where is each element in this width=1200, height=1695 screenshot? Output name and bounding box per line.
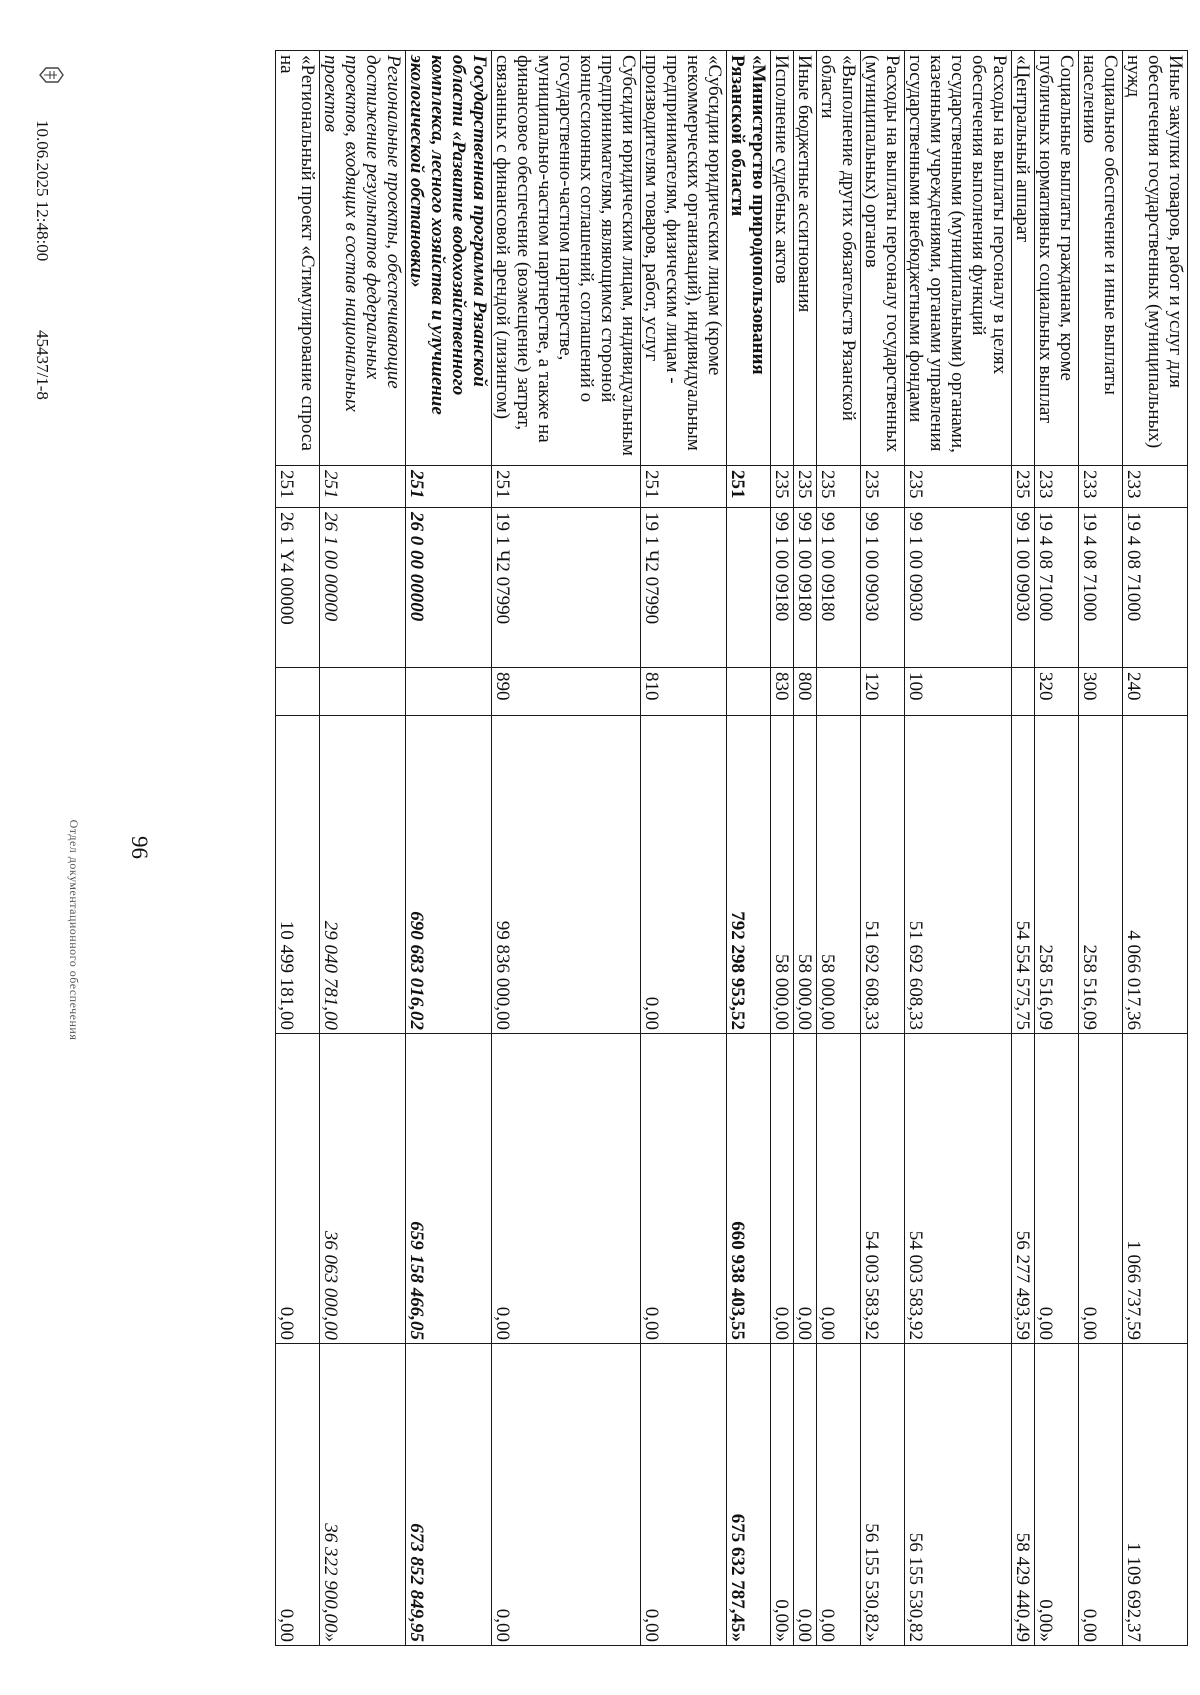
department-stamp: Отдел документационного обеспечения xyxy=(67,819,81,1041)
grbs-code: 233 xyxy=(1123,466,1188,508)
csr-code: 19 4 08 71000 xyxy=(1123,508,1188,668)
csr-code: 99 1 00 09180 xyxy=(817,508,861,668)
amount-2026: 0,00 xyxy=(1079,1034,1123,1344)
vr-code xyxy=(727,668,771,716)
csr-code: 99 1 00 09030 xyxy=(1012,508,1035,668)
amount-2027: 56 155 530,82» xyxy=(861,1344,905,1646)
amount-2025: 0,00 xyxy=(641,716,727,1034)
row-name: Социальное обеспечение и иные выплаты населению xyxy=(1079,51,1123,466)
csr-code: 26 0 00 00000 xyxy=(406,508,492,668)
amount-2026: 0,00 xyxy=(771,1034,794,1344)
amount-2026: 54 003 583,92 xyxy=(905,1034,1012,1344)
amount-2026: 54 003 583,92 xyxy=(861,1034,905,1344)
amount-2025: 258 516,09 xyxy=(1079,716,1123,1034)
table-row xyxy=(1123,51,1188,1646)
table-row xyxy=(861,51,905,1646)
grbs-code: 235 xyxy=(1012,466,1035,508)
vr-code: 830 xyxy=(771,668,794,716)
vr-code xyxy=(1012,668,1035,716)
csr-code: 99 1 00 09180 xyxy=(771,508,794,668)
budget-table xyxy=(275,50,1188,1646)
amount-2025: 58 000,00 xyxy=(817,716,861,1034)
table-row xyxy=(1079,51,1123,1646)
amount-2027: 56 155 530,82 xyxy=(905,1344,1012,1646)
footer-doc-number: 45437/1-8 xyxy=(33,330,52,400)
amount-2025: 29 040 781,00 xyxy=(320,716,406,1034)
vr-code xyxy=(817,668,861,716)
amount-2027: 36 322 900,00» xyxy=(320,1344,406,1646)
grbs-code: 233 xyxy=(1035,466,1079,508)
row-name: Региональные проекты, обеспечивающие достижение результатов федеральных проектов, входящих в состав национальных проектов xyxy=(320,51,406,466)
table-row xyxy=(406,51,492,1646)
amount-2027: 1 109 692,37 xyxy=(1123,1344,1188,1646)
amount-2025: 690 683 016,02 xyxy=(406,716,492,1034)
grbs-code: 251 xyxy=(406,466,492,508)
amount-2027: 0,00 xyxy=(1079,1344,1123,1646)
grbs-code: 235 xyxy=(794,466,817,508)
amount-2025: 58 000,00 xyxy=(771,716,794,1034)
amount-2026: 1 066 737,59 xyxy=(1123,1034,1188,1344)
table-row xyxy=(1012,51,1035,1646)
amount-2025: 51 692 608,33 xyxy=(861,716,905,1034)
table-row xyxy=(492,51,641,1646)
vr-code: 240 xyxy=(1123,668,1188,716)
amount-2025: 10 499 181,00 xyxy=(276,716,320,1034)
amount-2025: 792 298 953,52 xyxy=(727,716,771,1034)
amount-2027: 0,00 xyxy=(641,1344,727,1646)
amount-2026: 36 063 000,00 xyxy=(320,1034,406,1344)
grbs-code: 251 xyxy=(276,466,320,508)
row-name: Исполнение судебных актов xyxy=(771,51,794,466)
amount-2027: 675 632 787,45» xyxy=(727,1344,771,1646)
vr-code xyxy=(406,668,492,716)
table-row xyxy=(276,51,320,1646)
amount-2027: 673 852 849,95 xyxy=(406,1344,492,1646)
table-row xyxy=(320,51,406,1646)
footer-datetime: 10.06.2025 12:48:00 xyxy=(33,120,52,262)
csr-code: 19 1 Ч2 07990 xyxy=(492,508,641,668)
vr-code: 320 xyxy=(1035,668,1079,716)
vr-code: 810 xyxy=(641,668,727,716)
csr-code: 19 1 Ч2 07990 xyxy=(641,508,727,668)
table-row xyxy=(771,51,794,1646)
amount-2026: 0,00 xyxy=(492,1034,641,1344)
table-row xyxy=(641,51,727,1646)
vr-code: 300 xyxy=(1079,668,1123,716)
amount-2025: 258 516,09 xyxy=(1035,716,1079,1034)
vr-code: 890 xyxy=(492,668,641,716)
amount-2026: 0,00 xyxy=(1035,1034,1079,1344)
row-name: Субсидии юридическим лицам, индивидуальным предпринимателям, являющимся стороной концессионных соглашений, соглашений о государственно-частном партнерстве, муниципально-частном партнерстве, а также на финансовое обеспечение (возмещение) затрат, связанных с финансовой арендой (лизингом) xyxy=(492,51,641,466)
page-number: 96 xyxy=(127,836,152,859)
amount-2027: 58 429 440,49 xyxy=(1012,1344,1035,1646)
csr-code: 99 1 00 09030 xyxy=(861,508,905,668)
grbs-code: 235 xyxy=(905,466,1012,508)
grbs-code: 235 xyxy=(771,466,794,508)
csr-code: 26 1 00 00000 xyxy=(320,508,406,668)
amount-2027: 0,00 xyxy=(276,1344,320,1646)
row-name: «Выполнение других обязательств Рязанской области xyxy=(817,51,861,466)
grbs-code: 233 xyxy=(1079,466,1123,508)
amount-2026: 0,00 xyxy=(817,1034,861,1344)
row-name: «Министерство природопользования Рязанской области xyxy=(727,51,771,466)
csr-code: 19 4 08 71000 xyxy=(1079,508,1123,668)
grbs-code: 251 xyxy=(727,466,771,508)
csr-code: 99 1 00 09180 xyxy=(794,508,817,668)
emblem-icon xyxy=(36,60,66,90)
amount-2025: 58 000,00 xyxy=(794,716,817,1034)
table-row xyxy=(1035,51,1079,1646)
row-name: «Региональный проект «Стимулирование спроса на xyxy=(276,51,320,466)
row-name: Расходы на выплаты персоналу государственных (муниципальных) органов xyxy=(861,51,905,466)
amount-2027: 0,00 xyxy=(492,1344,641,1646)
row-name: Социальные выплаты гражданам, кроме публичных нормативных социальных выплат xyxy=(1035,51,1079,466)
csr-code xyxy=(727,508,771,668)
grbs-code: 251 xyxy=(641,466,727,508)
row-name: Иные бюджетные ассигнования xyxy=(794,51,817,466)
grbs-code: 235 xyxy=(817,466,861,508)
vr-code xyxy=(320,668,406,716)
row-name: «Субсидии юридическим лицам (кроме некоммерческих организаций), индивидуальным предпринимателям, физическим лицам - производителям товаров, работ, услуг xyxy=(641,51,727,466)
vr-code: 120 xyxy=(861,668,905,716)
amount-2026: 0,00 xyxy=(794,1034,817,1344)
table-row xyxy=(727,51,771,1646)
amount-2025: 4 066 017,36 xyxy=(1123,716,1188,1034)
amount-2025: 99 836 000,00 xyxy=(492,716,641,1034)
vr-code: 100 xyxy=(905,668,1012,716)
csr-code: 19 4 08 71000 xyxy=(1035,508,1079,668)
row-name: Государственная программа Рязанской области «Развитие водохозяйственного комплекса, лесного хозяйства и улучшение экологической обстановки» xyxy=(406,51,492,466)
vr-code: 800 xyxy=(794,668,817,716)
table-row xyxy=(817,51,861,1646)
amount-2027: 0,00» xyxy=(771,1344,794,1646)
csr-code: 26 1 Y4 00000 xyxy=(276,508,320,668)
csr-code: 99 1 00 09030 xyxy=(905,508,1012,668)
amount-2027: 0,00 xyxy=(817,1344,861,1646)
amount-2026: 660 938 403,55 xyxy=(727,1034,771,1344)
row-name: «Центральный аппарат xyxy=(1012,51,1035,466)
amount-2027: 0,00» xyxy=(1035,1344,1079,1646)
amount-2026: 56 277 493,59 xyxy=(1012,1034,1035,1344)
row-name: Иные закупки товаров, работ и услуг для обеспечения государственных (муниципальных) нужд xyxy=(1123,51,1188,466)
row-name: Расходы на выплаты персоналу в целях обеспечения выполнения функций государственными (муниципальными) органами, казенными учреждениями, органами управления государственными внебюджетными фондами xyxy=(905,51,1012,466)
grbs-code: 251 xyxy=(320,466,406,508)
amount-2026: 659 158 466,05 xyxy=(406,1034,492,1344)
table-row xyxy=(905,51,1012,1646)
table-row xyxy=(794,51,817,1646)
grbs-code: 251 xyxy=(492,466,641,508)
amount-2025: 51 692 608,33 xyxy=(905,716,1012,1034)
amount-2025: 54 554 575,75 xyxy=(1012,716,1035,1034)
amount-2027: 0,00 xyxy=(794,1344,817,1646)
vr-code xyxy=(276,668,320,716)
amount-2026: 0,00 xyxy=(276,1034,320,1344)
grbs-code: 235 xyxy=(861,466,905,508)
amount-2026: 0,00 xyxy=(641,1034,727,1344)
